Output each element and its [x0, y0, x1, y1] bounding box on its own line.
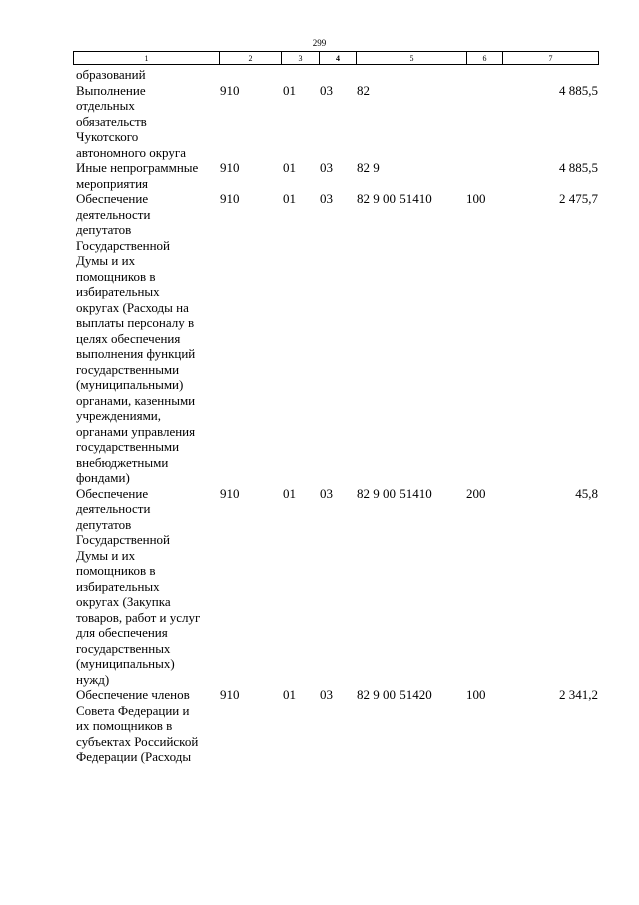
row-code-4: 03: [320, 485, 333, 501]
column-header-2: 2: [220, 52, 282, 65]
column-header-3: 3: [282, 52, 320, 65]
row-amount: 2 475,7: [559, 191, 598, 206]
table-row: [0, 160, 639, 191]
row-code-4: 03: [320, 687, 333, 702]
row-name: Обеспечение деятельности депутатов Государственной Думы и их помощников в избирательных округах (Закупка товаров, работ и услуг для обеспечения государственных (муниципальных) нужд): [76, 485, 201, 687]
table-row: [0, 67, 639, 83]
row-code-3: 01: [283, 82, 296, 98]
row-code-5: 82 9 00 51420: [357, 687, 432, 702]
row-code-2: 910: [220, 485, 240, 501]
row-code-5: 82 9 00 51410: [357, 485, 432, 501]
row-code-3: 01: [283, 191, 296, 206]
row-name: Обеспечение членов Совета Федерации и их помощников в субъектах Российской Федерации (Расходы: [76, 687, 199, 764]
row-code-5: 82 9 00 51410: [357, 191, 432, 206]
row-code-3: 01: [283, 485, 296, 501]
row-amount: 2 341,2: [559, 687, 598, 702]
row-name: Обеспечение деятельности депутатов Государственной Думы и их помощников в избирательных округах (Расходы на выплаты персоналу в целях обеспечения выполнения функций государственными (муниципальными) органами, казенными учреждениями, органами управления государственными внебюджетными фондами): [76, 191, 196, 485]
row-amount: 45,8: [575, 485, 598, 501]
row-name: Выполнение отдельных обязательств Чукотского автономного округа: [76, 82, 186, 160]
table-row: [0, 83, 639, 161]
row-code-5: 82 9: [357, 160, 380, 175]
row-code-3: 01: [283, 160, 296, 175]
column-header-5: 5: [357, 52, 467, 65]
row-code-2: 910: [220, 160, 240, 175]
row-code-6: 200: [466, 485, 486, 501]
column-header-1: 1: [74, 52, 220, 65]
table-row: [0, 486, 639, 688]
page-number: 299: [312, 38, 327, 48]
row-code-2: 910: [220, 191, 240, 206]
column-header-6: 6: [467, 52, 503, 65]
row-amount: 4 885,5: [559, 160, 598, 175]
table-row: [0, 191, 639, 486]
row-code-4: 03: [320, 160, 333, 175]
row-code-4: 03: [320, 191, 333, 206]
row-code-5: 82: [357, 82, 370, 98]
column-header-7: 7: [503, 52, 599, 65]
budget-table-body: [0, 67, 639, 765]
table-row: [0, 687, 639, 765]
row-code-3: 01: [283, 687, 296, 702]
row-code-4: 03: [320, 82, 333, 98]
row-name: Иные непрограммные мероприятия: [76, 160, 199, 191]
column-header-4: 4: [320, 52, 357, 65]
row-code-2: 910: [220, 82, 240, 98]
row-code-6: 100: [466, 191, 486, 206]
row-name: образований: [76, 67, 146, 82]
column-header-row: [73, 51, 599, 65]
row-code-6: 100: [466, 687, 486, 702]
row-amount: 4 885,5: [559, 82, 598, 98]
row-code-2: 910: [220, 687, 240, 702]
